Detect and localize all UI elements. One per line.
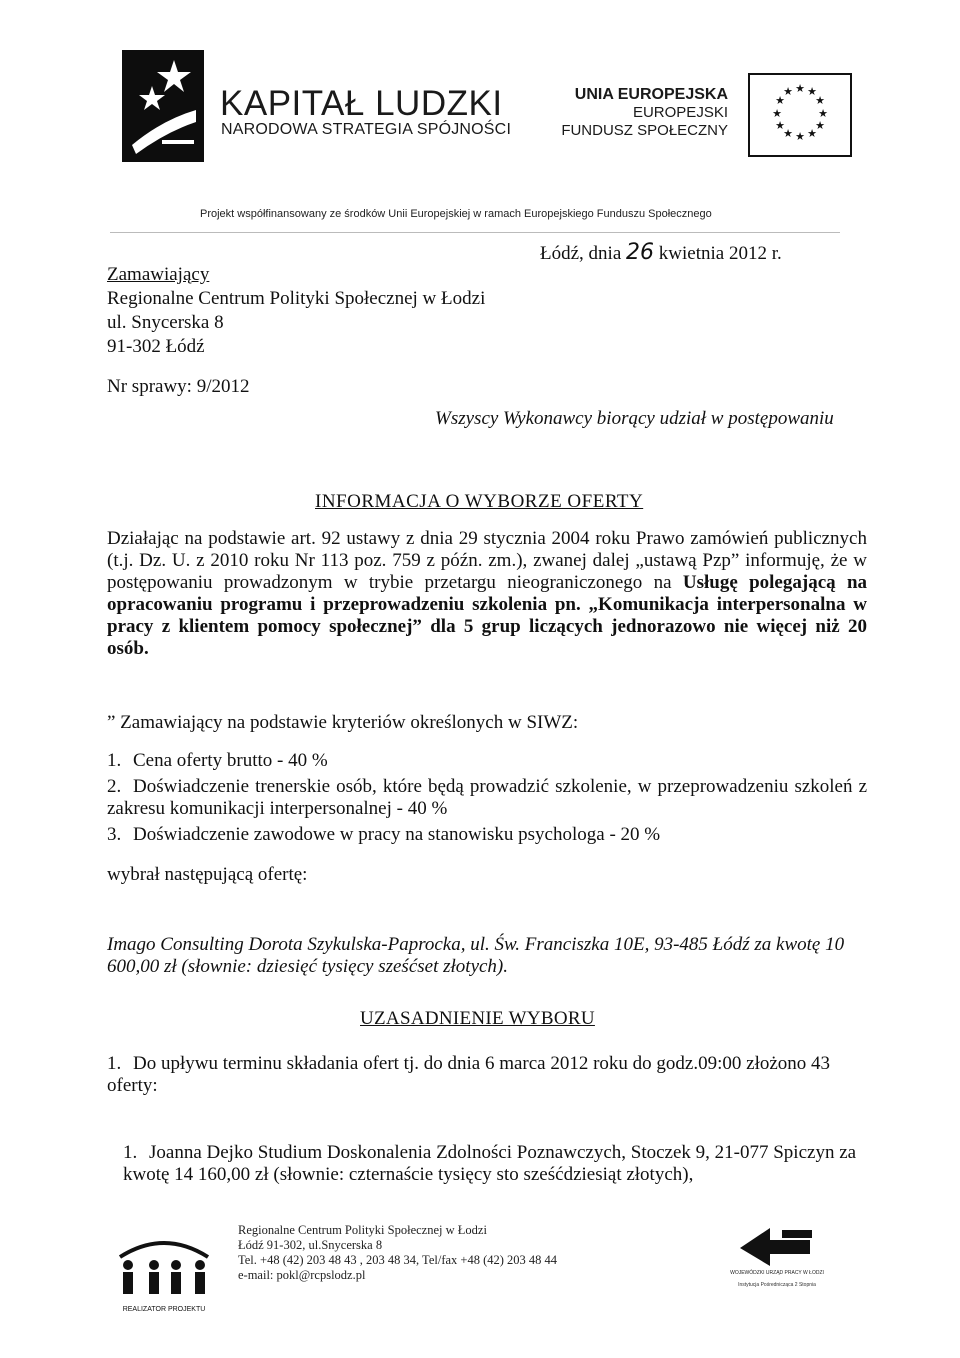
addressee: Wszyscy Wykonawcy biorący udział w postępowaniu (435, 408, 834, 429)
criteria-text: Doświadczenie trenerskie osób, które będą prowadzić szkolenie, w przeprowadzeniu szkoleń z zakresu komunikacji interpersonalnej - 40 % (107, 776, 867, 819)
svg-text:★: ★ (783, 127, 793, 140)
svg-text:★: ★ (795, 82, 805, 95)
svg-text:★: ★ (783, 85, 793, 98)
justification-num: 1. (107, 1053, 122, 1074)
case-number: Nr sprawy: 9/2012 (107, 376, 250, 397)
intro-bold-subject: Usługę polegającą na opracowaniu programu i przeprowadzeniu szkolenia pn. „Komunikacja interpersonalna w pracy z klientem pomocy społecznej” dla 5 grup liczących jednorazowo nie więcej niż 20 osób. (107, 572, 868, 659)
footer-email: e-mail: pokl@rcpslodz.pl (238, 1268, 366, 1282)
eu-line3: FUNDUSZ SPOŁECZNY (561, 122, 728, 139)
sender-line1: Regionalne Centrum Polityki Społecznej w Łodzi (107, 288, 486, 309)
criteria-item (107, 776, 867, 820)
criteria-intro: ” Zamawiający na podstawie kryteriów określonych w SIWZ: (107, 712, 579, 733)
justification-text: Do upływu terminu składania ofert tj. do dnia 6 marca 2012 roku do godz.09:00 złożono 43 oferty: (107, 1053, 831, 1096)
document-title: INFORMACJA O WYBORZE OFERTY (315, 491, 644, 512)
criteria-num: 2. (107, 776, 122, 797)
eu-flag-icon (748, 73, 852, 157)
svg-text:★: ★ (772, 107, 782, 120)
kapital-ludzki-logo-icon (122, 50, 204, 162)
criteria-item (107, 824, 867, 846)
eu-label (561, 86, 728, 140)
realizator-caption: REALIZATOR PROJEKTU (122, 1306, 206, 1313)
sender-line2: ul. Snycerska 8 (107, 312, 224, 333)
date-rest: kwietnia 2012 r. (658, 243, 782, 264)
intro-paragraph (107, 528, 867, 660)
svg-text:★: ★ (795, 130, 805, 143)
offer-num: 1. (123, 1142, 138, 1163)
criteria-item (107, 750, 867, 772)
eu-line1: UNIA EUROPEJSKA (574, 86, 728, 103)
project-cofinancing-line: Projekt współfinansowany ze środków Unii Europejskiej w ramach Europejskiego Funduszu Społecznego (200, 208, 712, 220)
selected-intro: wybrał następującą ofertę: (107, 864, 308, 885)
realizator-logo-icon (110, 1235, 218, 1315)
header-divider (110, 232, 840, 233)
date-prefix: Łódź, dnia (540, 243, 622, 264)
wup-caption: WOJEWÓDZKI URZĄD PRACY W ŁODZI (730, 1270, 824, 1276)
intro-text: Działając na podstawie art. 92 ustawy z dnia 29 stycznia 2004 roku Prawo zamówień publicznych (t.j. Dz. U. z 2010 roku Nr 113 poz. 759 z późn. zm.), zwanej dalej „ustawą Pzp” informuję, że w postępowaniu prowadzonym w trybie przetargu nieograniczonego na (107, 528, 867, 593)
sender-label: Zamawiający (107, 264, 210, 285)
criteria-num: 3. (107, 824, 122, 845)
brand-subtitle: NARODOWA STRATEGIA SPÓJNOŚCI (221, 121, 512, 138)
footer-line1: Regionalne Centrum Polityki Społecznej w Łodzi (238, 1223, 487, 1237)
footer-contact (238, 1223, 557, 1283)
selected-offer: Imago Consulting Dorota Szykulska-Paprocka, ul. Św. Franciszka 10E, 93-485 Łódź za kwotę 10 600,00 zł (słownie: dziesięć tysięcy sześćset złotych). (107, 934, 845, 977)
justification-item (107, 1053, 867, 1097)
criteria-text: Doświadczenie zawodowe w pracy na stanowisku psychologa - 20 % (133, 824, 661, 845)
date-day-handwritten: 26 (626, 240, 655, 265)
footer-line2: Łódź 91-302, ul.Snycerska 8 (238, 1238, 383, 1252)
svg-text:★: ★ (775, 119, 785, 132)
brand-title: KAPITAŁ LUDZKI (220, 84, 503, 123)
justification-heading: UZASADNIENIE WYBORU (360, 1008, 595, 1029)
svg-text:★: ★ (818, 107, 828, 120)
sender-line3: 91-302 Łódź (107, 336, 205, 357)
footer-line3: Tel. +48 (42) 203 48 43 , 203 48 34, Tel/fax +48 (42) 203 48 44 (238, 1253, 558, 1267)
svg-text:★: ★ (807, 127, 817, 140)
wup-logo-icon (730, 1218, 825, 1290)
svg-text:★: ★ (815, 119, 825, 132)
svg-text:★: ★ (807, 85, 817, 98)
offer-text: Joanna Dejko Studium Doskonalenia Zdolności Poznawczych, Stoczek 9, 21-077 Spiczyn za kwotę 14 160,00 zł (słownie: czternaście tysięcy sto sześćdziesiąt złotych), (123, 1142, 857, 1185)
wup-subcaption: Instytucja Pośrednicząca 2 Stopnia (738, 1282, 816, 1288)
criteria-text: Cena oferty brutto - 40 % (133, 750, 328, 771)
criteria-num: 1. (107, 750, 122, 771)
svg-text:★: ★ (815, 94, 825, 107)
offer-item (123, 1142, 863, 1186)
eu-line2: EUROPEJSKI (632, 104, 728, 121)
svg-text:★: ★ (775, 94, 785, 107)
document-date (540, 240, 782, 265)
